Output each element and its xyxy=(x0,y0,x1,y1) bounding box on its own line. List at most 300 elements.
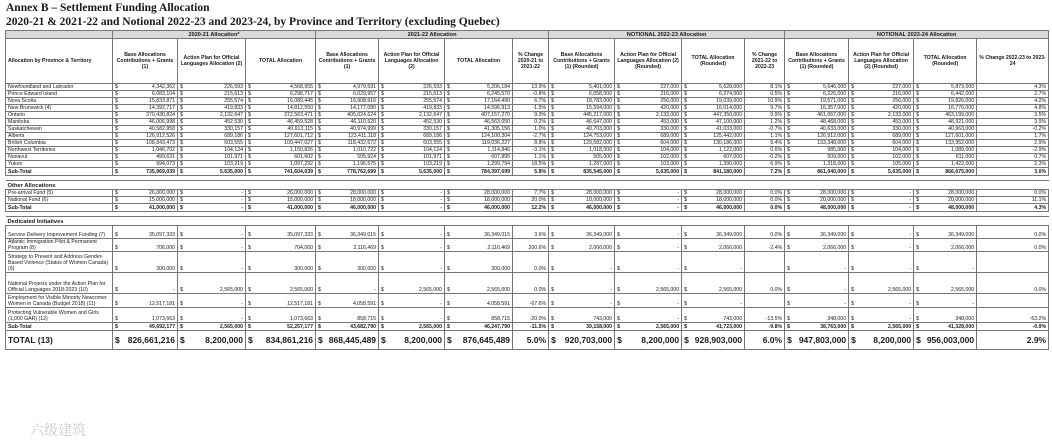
cell-value: 103,000 xyxy=(660,161,680,167)
dollar-sign: $ xyxy=(916,204,919,211)
amount-cell xyxy=(549,105,615,112)
percent-cell xyxy=(513,133,549,140)
amount-cell xyxy=(379,105,445,112)
amount-cell xyxy=(914,252,977,273)
cell-value: 2,132,647 xyxy=(418,112,443,118)
dollar-sign: $ xyxy=(851,112,854,118)
dollar-sign: $ xyxy=(180,154,183,160)
cell-value: 2,565,000 xyxy=(219,323,243,330)
percent-cell xyxy=(977,91,1049,98)
cell-value: 2,066,000 xyxy=(589,245,613,251)
amount-cell xyxy=(914,126,977,133)
cell-value: 419,833 xyxy=(423,105,443,111)
cell-value: 3.5% xyxy=(1034,112,1047,118)
cell-value: 2,066,000 xyxy=(951,245,975,251)
percent-cell xyxy=(977,252,1049,273)
dollar-sign: $ xyxy=(787,168,790,175)
percent-cell xyxy=(977,126,1049,133)
cell-value: 0.5% xyxy=(770,91,783,97)
cell-value: 19,826,000 xyxy=(948,98,975,104)
dollar-sign: $ xyxy=(787,154,790,160)
amount-cell xyxy=(682,105,745,112)
percent-cell xyxy=(513,294,549,308)
dollar-sign: $ xyxy=(787,190,790,196)
amount-cell xyxy=(246,239,316,252)
cell-value: -0.7% xyxy=(768,126,783,132)
amount-cell xyxy=(615,112,682,119)
percent-cell xyxy=(513,147,549,154)
dollar-sign: $ xyxy=(318,91,321,97)
cell-value: 126,912,526 xyxy=(146,133,175,139)
dollar-sign: $ xyxy=(318,316,321,322)
cell-value: 0.0% xyxy=(1034,245,1047,251)
dollar-sign: $ xyxy=(851,323,854,330)
cell-value: 28,000,000 xyxy=(820,190,847,196)
dollar-sign: $ xyxy=(180,301,183,307)
amount-cell xyxy=(113,91,178,98)
percent-cell xyxy=(513,168,549,176)
amount-cell xyxy=(178,112,246,119)
dollar-sign: $ xyxy=(916,287,919,293)
cell-value: 607,000 xyxy=(723,154,743,160)
amount-cell xyxy=(316,91,379,98)
amount-cell xyxy=(914,197,977,204)
cell-value: 4.3% xyxy=(1034,84,1047,90)
percent-cell xyxy=(745,204,785,212)
cell-value: 35,097,333 xyxy=(287,232,314,238)
cell-value: 3.9% xyxy=(1034,119,1047,125)
table-row xyxy=(6,197,1049,204)
percent-cell xyxy=(745,197,785,204)
cell-value: 985,000 xyxy=(827,147,847,153)
dollar-sign: $ xyxy=(684,112,687,118)
dollar-sign: $ xyxy=(617,190,620,196)
amount-cell xyxy=(682,98,745,105)
amount-cell xyxy=(246,119,316,126)
dollar-sign: $ xyxy=(684,287,687,293)
cell-value: 689,186 xyxy=(423,133,443,139)
dollar-sign: $ xyxy=(916,147,919,153)
amount-cell xyxy=(914,112,977,119)
cell-value: 46,000,000 xyxy=(484,204,511,211)
dollar-sign: $ xyxy=(551,84,554,90)
cell-value: - xyxy=(440,190,443,196)
amount-cell xyxy=(178,323,246,331)
amount-cell xyxy=(379,154,445,161)
cell-value: 0.0% xyxy=(770,287,783,293)
dollar-sign: $ xyxy=(381,204,384,211)
cell-value: 330,157 xyxy=(224,126,243,132)
row-label: National Projects under the Action Plan for Official Languages 2018-2023 (10) xyxy=(6,273,113,294)
amount-cell xyxy=(379,84,445,91)
col-header-total-2122: TOTAL Allocation xyxy=(445,39,513,84)
amount-cell xyxy=(445,294,513,308)
cell-value: 348,000 xyxy=(955,316,975,322)
amount-cell xyxy=(316,239,379,252)
cell-value: 48,921,000 xyxy=(948,119,975,125)
dollar-sign: $ xyxy=(318,98,321,104)
corner-cell xyxy=(6,31,113,39)
dollar-sign: $ xyxy=(851,168,854,175)
dollar-sign: $ xyxy=(115,140,118,146)
amount-cell xyxy=(549,239,615,252)
cell-value: - xyxy=(440,266,443,272)
amount-cell xyxy=(246,308,316,323)
percent-cell xyxy=(977,161,1049,168)
row-label: British Columbia xyxy=(6,140,113,147)
dollar-sign: $ xyxy=(551,105,554,111)
cell-value: 36,349,000 xyxy=(948,232,975,238)
amount-cell xyxy=(316,273,379,294)
cell-value: 834,861,216 xyxy=(265,335,314,345)
cell-value: 5,401,000 xyxy=(589,84,613,90)
dollar-sign: $ xyxy=(381,91,384,97)
dollar-sign: $ xyxy=(551,98,554,104)
dollar-sign: $ xyxy=(447,112,450,118)
section-row xyxy=(6,217,1049,226)
cell-value: 778,762,699 xyxy=(347,168,377,175)
cell-value: 130,186,000 xyxy=(713,140,743,146)
cell-value: 227,000 xyxy=(892,84,912,90)
amount-cell xyxy=(785,91,849,98)
cell-value: 19,571,000 xyxy=(820,98,847,104)
dollar-sign: $ xyxy=(447,91,450,97)
amount-cell xyxy=(379,204,445,212)
dollar-sign: $ xyxy=(787,105,790,111)
cell-value: 330,000 xyxy=(892,126,912,132)
row-label: New Brunswick (4) xyxy=(6,105,113,112)
dollar-sign: $ xyxy=(180,84,183,90)
cell-value: 41,305,156 xyxy=(484,126,511,132)
dollar-sign: $ xyxy=(617,112,620,118)
cell-value: 300,000 xyxy=(491,266,511,272)
percent-cell xyxy=(513,239,549,252)
amount-cell xyxy=(615,98,682,105)
amount-cell xyxy=(445,308,513,323)
cell-value: 5,206,184 xyxy=(486,84,511,90)
cell-value: 36,349,000 xyxy=(716,232,743,238)
amount-cell xyxy=(549,84,615,91)
col-header-base-2122: Base Allocations Contributions + Grants (1) xyxy=(316,39,379,84)
cell-value: 704,000 xyxy=(294,245,314,251)
dollar-sign: $ xyxy=(851,232,854,238)
cell-value: 12,517,181 xyxy=(287,301,314,307)
cell-value: 105,000 xyxy=(892,161,912,167)
cell-value: 8,200,000 xyxy=(404,335,443,345)
dollar-sign: $ xyxy=(447,301,450,307)
amount-cell xyxy=(246,98,316,105)
cell-value: - xyxy=(844,301,847,307)
dollar-sign: $ xyxy=(851,161,854,167)
amount-cell xyxy=(178,197,246,204)
cell-value: - xyxy=(610,287,613,293)
cell-value: 256,000 xyxy=(892,98,912,104)
cell-value: 4.3% xyxy=(1034,204,1047,211)
percent-cell xyxy=(977,168,1049,176)
dollar-sign: $ xyxy=(381,84,384,90)
dollar-sign: $ xyxy=(617,147,620,153)
dollar-sign: $ xyxy=(447,335,452,345)
amount-cell xyxy=(246,294,316,308)
dollar-sign: $ xyxy=(617,232,620,238)
amount-cell xyxy=(113,331,178,350)
cell-value: 226,593 xyxy=(423,84,443,90)
cell-value: 0.0% xyxy=(770,197,783,203)
dollar-sign: $ xyxy=(381,161,384,167)
dollar-sign: $ xyxy=(851,335,856,345)
cell-value: 15,000,000 xyxy=(149,197,175,203)
cell-value: 2,565,000 xyxy=(656,323,680,330)
dollar-sign: $ xyxy=(381,133,384,139)
percent-cell xyxy=(745,105,785,112)
cell-value: - xyxy=(241,245,243,251)
amount-cell xyxy=(914,204,977,212)
cell-value: 0.0% xyxy=(770,204,783,211)
cell-value: 5,628,000 xyxy=(719,84,743,90)
percent-cell xyxy=(745,168,785,176)
cell-value: - xyxy=(241,190,243,196)
dollar-sign: $ xyxy=(180,98,183,104)
amount-cell xyxy=(549,154,615,161)
row-label: Sub-Total xyxy=(6,204,113,212)
cell-value: 2,116,469 xyxy=(353,245,377,251)
amount-cell xyxy=(445,84,513,91)
percent-cell xyxy=(977,197,1049,204)
amount-cell xyxy=(445,119,513,126)
cell-value: 452,530 xyxy=(423,119,443,125)
dollar-sign: $ xyxy=(447,323,450,330)
cell-value: 7.2% xyxy=(770,168,783,175)
dollar-sign: $ xyxy=(447,154,450,160)
cell-value: - xyxy=(909,245,912,251)
dollar-sign: $ xyxy=(551,287,554,293)
dollar-sign: $ xyxy=(617,91,620,97)
amount-cell xyxy=(615,140,682,147)
cell-value: 26,000,000 xyxy=(287,190,314,196)
amount-cell xyxy=(914,308,977,323)
percent-cell xyxy=(745,323,785,331)
cell-value: 4.2% xyxy=(1034,98,1047,104)
table-row xyxy=(6,126,1049,133)
table-row xyxy=(6,204,1049,212)
cell-value: 1,073,663 xyxy=(289,316,314,322)
dollar-sign: $ xyxy=(787,197,790,203)
cell-value: 43,682,790 xyxy=(350,323,377,330)
cell-value: 119,036,227 xyxy=(481,140,511,146)
cell-value: 6.0% xyxy=(762,335,783,345)
dollar-sign: $ xyxy=(248,161,251,167)
amount-cell xyxy=(246,190,316,197)
percent-cell xyxy=(513,331,549,350)
amount-cell xyxy=(316,168,379,176)
amount-cell xyxy=(914,154,977,161)
cell-value: 8,200,000 xyxy=(873,335,912,345)
amount-cell xyxy=(316,140,379,147)
amount-cell xyxy=(316,112,379,119)
year-header-2023-24: NOTIONAL 2023-24 Allocation xyxy=(785,31,1049,39)
cell-value: 0.0% xyxy=(1034,232,1047,238)
amount-cell xyxy=(445,273,513,294)
amount-cell xyxy=(445,154,513,161)
percent-cell xyxy=(977,190,1049,197)
col-header-allocation: Allocation by Province & Territory xyxy=(6,39,113,84)
cell-value: -0.8% xyxy=(532,91,547,97)
percent-cell xyxy=(513,161,549,168)
dollar-sign: $ xyxy=(180,316,183,322)
amount-cell xyxy=(445,112,513,119)
amount-cell xyxy=(316,294,379,308)
percent-cell xyxy=(977,119,1049,126)
dollar-sign: $ xyxy=(851,140,854,146)
dollar-sign: $ xyxy=(180,119,183,125)
cell-value: 1,046,702 xyxy=(151,147,175,153)
cell-value: 46,647,000 xyxy=(586,119,613,125)
dollar-sign: $ xyxy=(617,168,620,175)
dollar-sign: $ xyxy=(551,140,554,146)
dollar-sign: $ xyxy=(447,168,450,175)
amount-cell xyxy=(178,239,246,252)
amount-cell xyxy=(785,273,849,294)
dollar-sign: $ xyxy=(381,126,384,132)
amount-cell xyxy=(178,147,246,154)
dollar-sign: $ xyxy=(617,133,620,139)
cell-value: 38,763,000 xyxy=(820,323,847,330)
amount-cell xyxy=(785,98,849,105)
dollar-sign: $ xyxy=(617,84,620,90)
amount-cell xyxy=(615,204,682,212)
cell-value: 14,392,717 xyxy=(149,105,175,111)
amount-cell xyxy=(615,273,682,294)
amount-cell xyxy=(113,119,178,126)
cell-value: 47,100,000 xyxy=(716,119,743,125)
amount-cell xyxy=(849,168,914,176)
dollar-sign: $ xyxy=(115,204,118,211)
dollar-sign: $ xyxy=(115,245,118,251)
percent-cell xyxy=(513,119,549,126)
amount-cell xyxy=(113,98,178,105)
cell-value: 8.1% xyxy=(770,84,783,90)
amount-cell xyxy=(379,239,445,252)
amount-cell xyxy=(246,252,316,273)
dollar-sign: $ xyxy=(318,133,321,139)
dollar-sign: $ xyxy=(180,266,183,272)
table-row xyxy=(6,84,1049,91)
dollar-sign: $ xyxy=(248,168,251,175)
cell-value: - xyxy=(844,266,847,272)
amount-cell xyxy=(445,197,513,204)
dollar-sign: $ xyxy=(248,232,251,238)
amount-cell xyxy=(316,147,379,154)
cell-value: 866,675,000 xyxy=(945,168,975,175)
dollar-sign: $ xyxy=(684,168,687,175)
amount-cell xyxy=(445,252,513,273)
amount-cell xyxy=(785,323,849,331)
cell-value: 4,058,591 xyxy=(486,301,511,307)
dollar-sign: $ xyxy=(684,140,687,146)
dollar-sign: $ xyxy=(617,161,620,167)
cell-value: 104,124 xyxy=(423,147,443,153)
dollar-sign: $ xyxy=(248,197,251,203)
cell-value: 461,067,000 xyxy=(817,112,847,118)
amount-cell xyxy=(549,308,615,323)
percent-cell xyxy=(513,98,549,105)
dollar-sign: $ xyxy=(551,91,554,97)
cell-value: 1,150,826 xyxy=(289,147,314,153)
cell-value: 7.7% xyxy=(534,190,547,196)
dollar-sign: $ xyxy=(248,190,251,196)
dollar-sign: $ xyxy=(916,335,921,345)
dollar-sign: $ xyxy=(684,154,687,160)
dollar-sign: $ xyxy=(551,126,554,132)
row-label: Strategy to Prevent and Address Gender-Based Violence (Status of Women Canada) (9) xyxy=(6,252,113,273)
cell-value: 124,753,000 xyxy=(583,133,613,139)
table-row xyxy=(6,323,1049,331)
col-header-total-2021: TOTAL Allocation xyxy=(246,39,316,84)
cell-value: 826,661,216 xyxy=(127,335,175,345)
cell-value: 743,000 xyxy=(723,316,743,322)
dollar-sign: $ xyxy=(617,98,620,104)
dollar-sign: $ xyxy=(684,98,687,104)
percent-cell xyxy=(513,154,549,161)
dollar-sign: $ xyxy=(447,287,450,293)
amount-cell xyxy=(785,161,849,168)
cell-value: - xyxy=(241,204,243,211)
cell-value: 215,613 xyxy=(224,91,243,97)
cell-value: - xyxy=(844,287,847,293)
amount-cell xyxy=(785,84,849,91)
dollar-sign: $ xyxy=(180,147,183,153)
col-header-base-2021: Base Allocations Contributions + Grants (1) xyxy=(113,39,178,84)
amount-cell xyxy=(445,161,513,168)
cell-value: 741,604,039 xyxy=(284,168,314,175)
percent-cell xyxy=(745,239,785,252)
dollar-sign: $ xyxy=(318,147,321,153)
amount-cell xyxy=(445,140,513,147)
amount-cell xyxy=(178,168,246,176)
amount-cell xyxy=(246,147,316,154)
cell-value: - xyxy=(440,301,443,307)
cell-value: -0.2% xyxy=(768,154,783,160)
amount-cell xyxy=(849,140,914,147)
cell-value: 601,602 xyxy=(294,154,314,160)
cell-value: - xyxy=(677,232,680,238)
dollar-sign: $ xyxy=(787,204,790,211)
amount-cell xyxy=(246,126,316,133)
cell-value: 108,843,473 xyxy=(146,140,175,146)
amount-cell xyxy=(615,323,682,331)
amount-cell xyxy=(379,133,445,140)
amount-cell xyxy=(549,126,615,133)
dollar-sign: $ xyxy=(851,91,854,97)
amount-cell xyxy=(445,126,513,133)
col-header-action-2021: Action Plan for Official Languages Allocation (2) xyxy=(178,39,246,84)
dollar-sign: $ xyxy=(684,197,687,203)
amount-cell xyxy=(246,133,316,140)
dollar-sign: $ xyxy=(551,232,554,238)
cell-value: 216,000 xyxy=(660,91,680,97)
percent-cell xyxy=(745,119,785,126)
cell-value: 2,565,000 xyxy=(719,287,743,293)
dollar-sign: $ xyxy=(248,112,251,118)
cell-value: 18,783,000 xyxy=(586,98,613,104)
cell-value: - xyxy=(241,197,243,203)
cell-value: - xyxy=(610,266,613,272)
amount-cell xyxy=(113,147,178,154)
dollar-sign: $ xyxy=(787,287,790,293)
percent-cell xyxy=(745,126,785,133)
amount-cell xyxy=(682,252,745,273)
cell-value: 14,177,080 xyxy=(350,105,377,111)
